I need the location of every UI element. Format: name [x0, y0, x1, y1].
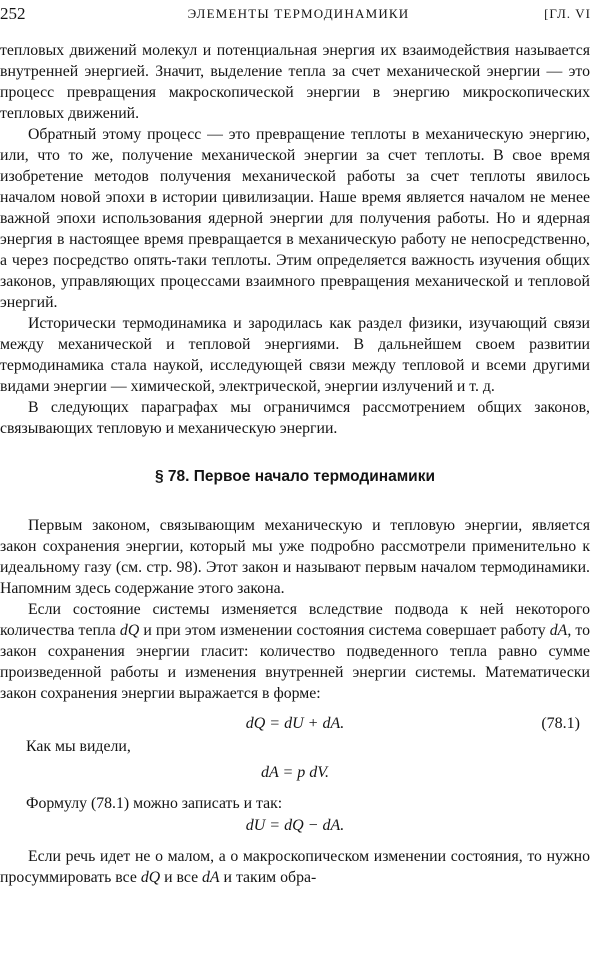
paragraph-first-law: Первым законом, связывающим механическую и тепловую энергии, является закон сохранения энергии, который мы уже подробно рассмотрели применительно к идеальному газу (см. стр. 98). Этот закон и называют первым началом термодинамики. Напомним здесь содержание этого закона.: [0, 517, 590, 597]
section-heading: § 78. Первое начало термодинамики: [155, 468, 435, 485]
chapter-reference: [ГЛ. VI: [544, 6, 591, 21]
equation-formula: dU = dQ − dA.: [245, 817, 345, 834]
page-body: [0, 40, 590, 888]
running-title: ЭЛЕМЕНТЫ ТЕРМОДИНАМИКИ: [187, 6, 410, 21]
equation-formula: dA = p dV.: [261, 764, 329, 781]
page-number: 252: [0, 4, 26, 23]
running-header: [0, 2, 597, 26]
math-dq: dQ: [119, 622, 140, 639]
paragraph-history: Исторически термодинамика и зародилась как раздел физики, изучающий связи между механической и тепловой энергиями. В дальнейшем своем развитии термодинамика стала наукой, исследующей связи между тепловой и всеми другими видами энергии — химической, электрической, энергии излучений и т. д.: [0, 315, 590, 395]
paragraph-reverse-process: Обратный этому процесс — это превращение теплоты в механическую энергию, или, что то же, получение механической энергии за счет теплоты. В свое время изобретение методов получения механической работы за счет теплоты явилось началом новой эпохи в истории цивилизации. Наше время является началом не менее важной эпохи использования ядерной энергии для получения работы. Но и ядерная энергия в настоящее время превращается в механическую работу не непосредственно, а через посредство опять-таки теплоты. Этим определяется важность изучения общих законов, управляющих процессами взаимного превращения механической и тепловой энергий.: [0, 126, 590, 311]
equation-formula: dQ = dU + dA.: [245, 715, 345, 732]
paragraph-heat-supply: Если состояние системы изменяется вследствие подвода к ней некоторого количества тепла dQ и при этом изменении состояния система совершает работу dA, то закон сохранения энергии гласит: количество подведенного тепла равно сумме произведенной работы и изменения внутренней энергии системы. Математически закон сохранения энергии выражается в форме:: [0, 601, 590, 702]
label-rewrite: Формулу (78.1) можно записать и так:: [26, 795, 283, 812]
equation-work: [0, 761, 590, 785]
equation-number: (78.1): [541, 715, 580, 732]
math-da: dA: [202, 869, 220, 886]
math-da: dA: [549, 622, 568, 639]
paragraph-next-sections: В следующих параграфах мы ограничимся рассмотрением общих законов, связывающих тепловую и механическую энергии.: [0, 399, 590, 437]
label-as-seen: Как мы видели,: [26, 738, 131, 755]
paragraph-macroscopic: Если речь идет не о малом, а о макроскопическом изменении состояния, то нужно просуммировать все dQ и все dA и таким обра-: [0, 848, 590, 886]
math-dq: dQ: [140, 869, 161, 886]
equation-78-1: [0, 712, 590, 736]
paragraph-internal-energy: тепловых движений молекул и потенциальная энергия их взаимодействия называется внутренней энергией. Значит, выделение тепла за счет механической энергии — это процесс превращения макроскопической энергии в энергию микроскопических тепловых движений.: [0, 42, 590, 122]
equation-internal-energy: [0, 814, 590, 838]
